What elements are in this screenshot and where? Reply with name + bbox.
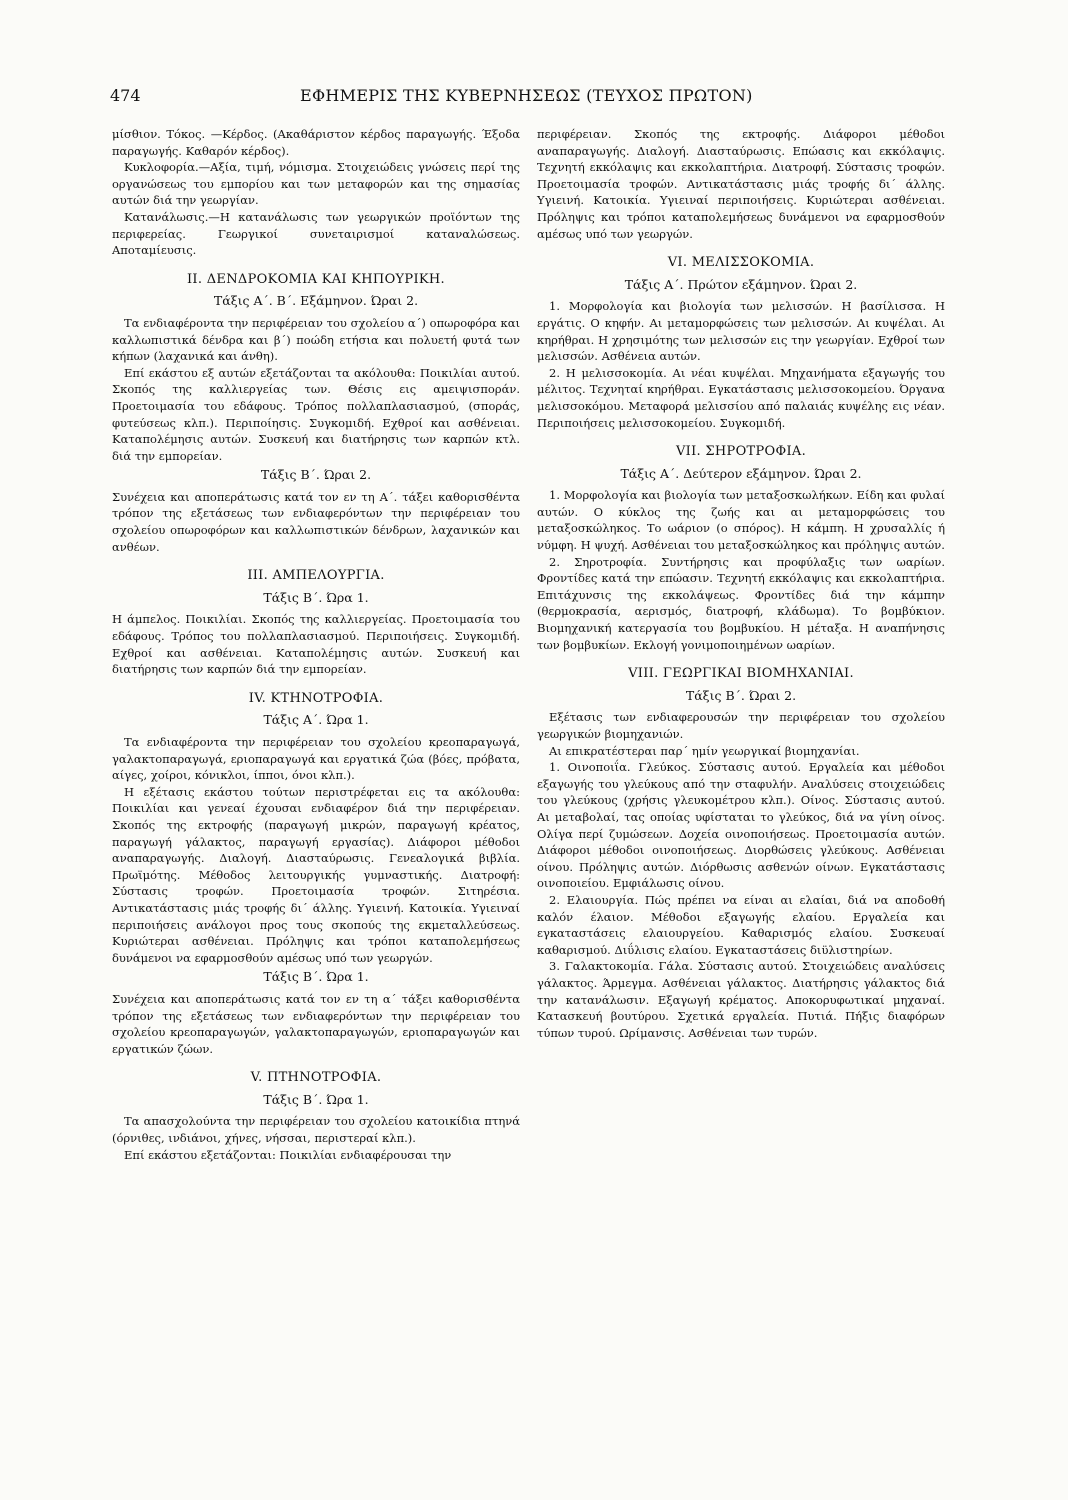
section-heading: VIII. ΓΕΩΡΓΙΚΑΙ ΒΙΟΜΗΧΑΝΙΑΙ. xyxy=(628,666,854,682)
gazette-title: ΕΦΗΜΕΡΙΣ ΤΗΣ ΚΥΒΕΡΝΗΣΕΩΣ (ΤΕΥΧΟΣ ΠΡΩΤΟΝ) xyxy=(300,86,753,105)
paragraph: Τα ενδιαφέροντα την περιφέρειαν του σχολείου α΄) οπωροφόρα και καλλωπιστικά δένδρα και β΄) ποώδη ετήσια και πολυετή φυτά των κήπων (λαχανικά και άνθη). xyxy=(112,315,520,364)
paragraph: 1. Οινοποιΐα. Γλεύκος. Σύστασις αυτού. Εργαλεία και μέθοδοι εξαγωγής του γλεύκους από την σταφυλήν. Αναλύσεις στοιχειώδεις του γλεύκους (χρήσις γλευκομέτρου κλπ.). Οίνος. Σύστασις αυτού. Αι μεταβολαί, τας οποίας υφίσταται το γλεύκος, διά να γίνη οίνος. Ολίγα περί ζυμώσεων. Δοχεία οινοποιήσεως. Προετοιμασία αυτών. Διάφοροι μέθοδοι οινοποιήσεως. Διορθώσεις γλεύκους. Ασθένειαι οίνου. Πρόληψις αυτών. Διόρθωσις ασθενών οίνων. Εγκατάστασις οινοποιείου. Εμφιάλωσις οίνου. xyxy=(537,760,945,891)
paragraph: 2. Σηροτροφία. Συντήρησις και προφύλαξις των ωαρίων. Φροντίδες κατά την επώασιν. Τεχνητή εκκόλαψις και εκκολαπτήρια. Επιτάχυνσις της εκκολάψεως. Φροντίδες διά την κάμπην (θερμοκρασία, αερισμός, διατροφή, κλάδωμα). Το βομβύκιον. Βιομηχανική κατεργασία του βομβυκίου. Η μέταξα. Η αναπήνησις των βομβυκίων. Εκλογή γονιμοποιημένων ωαρίων. xyxy=(537,554,945,652)
paragraph: 2. Η μελισσοκομία. Αι νέαι κυψέλαι. Μηχανήματα εξαγωγής του μέλιτος. Τεχνηταί κηρήθραι. Εγκατάστασις μελισσοκομείου. Όργανα μελισσοκόμου. Μεταφορά μελισσίου από παλαιάς κυψέλης εις νέαν. Περιποιήσεις μελισσοκομείου. Συγκομιδή. xyxy=(537,365,945,430)
section-heading: IV. ΚΤΗΝΟΤΡΟΦΙΑ. xyxy=(248,690,384,706)
class-heading: Τάξις Β΄. Ώραι 2. xyxy=(260,467,372,483)
paragraph: 2. Ελαιουργία. Πώς πρέπει να είναι αι ελαίαι, διά να αποδοθή καλόν έλαιον. Μέθοδοι εξαγωγής ελαίου. Εργαλεία και εγκαταστάσεις ελαιουργείου. Καθαρισμός ελαίου. Συσκευαί καθαρισμού. Διΰλισις ελαίου. Εγκαταστάσεις διϋλιστηρίων. xyxy=(537,892,945,957)
section-heading: III. ΑΜΠΕΛΟΥΡΓΙΑ. xyxy=(247,568,385,584)
paragraph: Επί εκάστου εξετάζονται: Ποικιλίαι ενδιαφέρουσαι την xyxy=(124,1147,452,1162)
paragraph: Κυκλοφορία.—Αξία, τιμή, νόμισμα. Στοιχειώδεις γνώσεις περί της οργανώσεως του εμπορίου και των μεταφορών και της σημασίας αυτών διά την γεωργίαν. xyxy=(112,160,520,208)
section-heading: VII. ΣΗΡΟΤΡΟΦΙΑ. xyxy=(675,444,807,460)
paragraph: Συνέχεια και αποπεράτωσις κατά τον εν τη Α΄. τάξει καθορισθέντα τρόπον της εξετάσεως των ενδιαφερόντων την περιφέρειαν του σχολείου οπωροφόρων και καλλωπιστικών δένδρων, λαχανικών και ανθέων. xyxy=(112,489,520,554)
paragraph: Κατανάλωσις.—Η κατανάλωσις των γεωργικών προϊόντων της περιφερείας. Γεωργικοί συνεταιρισμοί καταναλώσεως. Αποταμίευσις. xyxy=(112,209,520,258)
class-heading: Τάξις Α΄. Β΄. Εξάμηνον. Ώραι 2. xyxy=(213,293,419,309)
paragraph: Εξέτασις των ενδιαφερουσών την περιφέρειαν του σχολείου γεωργικών βιομηχανιών. xyxy=(537,710,945,741)
paragraph: περιφέρειαν. Σκοπός της εκτροφής. Διάφοροι μέθοδοι αναπαραγωγής. Διαλογή. Διασταύρωσις. Επώασις και εκκόλαψις. Τεχνητή εκκόλαψις και εκκολαπτήρια. Διατροφή. Σύστασις τροφών. Προετοιμασία τροφών. Αντικατάστασις μιάς τροφής δι΄ άλλης. Υγιεινή. Κατοικία. Υγιειναί περιποιήσεις. Κυριώτεραι ασθένειαι. Πρόληψις και τρόποι καταπολεμήσεως δυνάμενοι να εφαρμοσθούν αμέσως υπό των γεωργών. xyxy=(537,127,945,241)
class-heading: Τάξις Β΄. Ώρα 1. xyxy=(263,589,369,605)
section-heading: VI. ΜΕΛΙΣΣΟΚΟΜΙΑ. xyxy=(667,255,815,271)
paragraph: 1. Μορφολογία και βιολογία των μελισσών. Η βασίλισσα. Η εργάτις. Ο κηφήν. Αι μεταμορφώσεις των μελισσών. Αι κυψέλαι. Αι κηρήθραι. Η χρησιμότης των μελισσών εις την γεωργίαν. Εχθροί των μελισσών. Ασθένεια αυτών. xyxy=(537,299,945,364)
class-heading: Τάξις Β΄. Ώρα 1. xyxy=(263,1091,369,1107)
class-heading: Τάξις Α΄. Δεύτερον εξάμηνον. Ώραι 2. xyxy=(620,465,862,481)
page-header xyxy=(110,86,945,108)
paragraph: μίσθιον. Τόκος. —Κέρδος. (Ακαθάριστον κέρδος παραγωγής. Έξοδα παραγωγής. Καθαρόν κέρδος). xyxy=(112,127,520,158)
left-column xyxy=(112,126,520,1163)
page-number: 474 xyxy=(110,86,141,105)
paragraph: Τα ενδιαφέροντα την περιφέρειαν του σχολείου κρεοπαραγωγά, γαλακτοπαραγωγά, εριοπαραγωγά και εργατικά ζώα (βόες, πρόβατα, αίγες, χοίροι, κόνικλοι, ίπποι, όνοι κλπ.). xyxy=(112,735,520,783)
paragraph: Επί εκάστου εξ αυτών εξετάζονται τα ακόλουθα: Ποικιλίαι αυτού. Σκοπός της καλλιεργείας των. Θέσις εις αμειψισποράν. Προετοιμασία του εδάφους. Τρόπος πολλαπλασιασμού, (σποράς, φυτεύσεως κλπ.). Περιποίησις. Συγκομιδή. Εχθροί και ασθένειαι. Καταπολέμησις αυτών. Συσκευή και διατήρησις των καρπών κτλ. διά την εμπορείαν. xyxy=(112,365,520,463)
class-heading: Τάξις Β΄. Ώραι 2. xyxy=(685,687,797,703)
paragraph: Συνέχεια και αποπεράτωσις κατά τον εν τη α΄ τάξει καθορισθέντα τρόπον της εξετάσεως των ενδιαφερόντων την περιφέρειαν του σχολείου κρεοπαραγωγών, γαλακτοπαραγωγών, εριοπαραγωγών και εργατικών ζώων. xyxy=(112,991,520,1056)
class-heading: Τάξις Α΄. Πρώτον εξάμηνον. Ώραι 2. xyxy=(624,276,858,292)
right-column xyxy=(537,126,945,1041)
paragraph: Αι επικρατέστεραι παρ΄ ημίν γεωργικαί βιομηχανίαι. xyxy=(549,743,860,758)
paragraph: Τα απασχολούντα την περιφέρειαν του σχολείου κατοικίδια πτηνά (όρνιθες, ινδιάνοι, χήνες, νήσσαι, περιστεραί κλπ.). xyxy=(112,1114,520,1146)
paragraph: 3. Γαλακτοκομία. Γάλα. Σύστασις αυτού. Στοιχειώδεις αναλύσεις γάλακτος. Άρμεγμα. Ασθένειαι γάλακτος. Διατήρησις γάλακτος διά την κατανάλωσιν. Εξαγωγή κρέματος. Αποκορυφωτικαί μηχαναί. Κατασκευή βουτύρου. Σχετικά εργαλεία. Πυτιά. Πήξις διαφόρων τύπων τυρού. Ωρίμανσις. Ασθένειαι των τυρών. xyxy=(537,959,945,1040)
paragraph: Η άμπελος. Ποικιλίαι. Σκοπός της καλλιεργείας. Προετοιμασία του εδάφους. Τρόπος του πολλαπλασιασμού. Περιποιήσεις. Συγκομιδή. Εχθροί και ασθένειαι. Καταπολέμησις αυτών. Συσκευή και διατήρησις των καρπών διά την εμπορείαν. xyxy=(112,612,520,677)
paragraph: 1. Μορφολογία και βιολογία των μεταξοσκωλήκων. Είδη και φυλαί αυτών. Ο κύκλος της ζωής και αι μεταμορφώσεις του μεταξοσκώληκος. Το ωάριον (ο σπόρος). Η κάμπη. Η χρυσαλλίς ή νύμφη. Η ψυχή. Ασθένειαι του μεταξοσκώληκος και πρόληψις αυτών. xyxy=(537,488,945,553)
class-heading: Τάξις Α΄. Ώρα 1. xyxy=(263,712,369,728)
paragraph: Η εξέτασις εκάστου τούτων περιστρέφεται εις τα ακόλουθα: Ποικιλίαι και γενεαί έχουσαι ενδιαφέρον διά την περιφέρειαν. Σκοπός της εκτροφής (παραγωγή μικρών, παραγωγή κρέατος, παραγωγή γάλακτος, παραγωγή εργασίας). Διάφοροι μέθοδοι αναπαραγωγής. Διαλογή. Διασταύρωσις. Γενεαλογικά βιβλία. Πρωϊμότης. Μέθοδος λειτουργικής γυμναστικής. Διατροφή: Σύστασις τροφών. Προετοιμασία τροφών. Σιτηρέσια. Αντικατάστασις μιάς τροφής δι΄ άλλης. Υγιεινή. Κατοικία. Υγιειναί περιποιήσεις ανάλογοι προς τους σκοπούς της εκμεταλλεύσεως. Κυριώτεραι ασθένειαι. Πρόληψις και τρόποι καταπολεμήσεως δυνάμενοι να εφαρμοσθούν αμέσως υπό των γεωργών. xyxy=(112,784,520,965)
section-heading: II. ΔΕΝΔΡΟΚΟΜΙΑ ΚΑΙ ΚΗΠΟΥΡΙΚΗ. xyxy=(187,271,445,287)
section-heading: V. ΠΤΗΝΟΤΡΟΦΙΑ. xyxy=(250,1070,382,1086)
class-heading: Τάξις Β΄. Ώρα 1. xyxy=(263,969,369,985)
